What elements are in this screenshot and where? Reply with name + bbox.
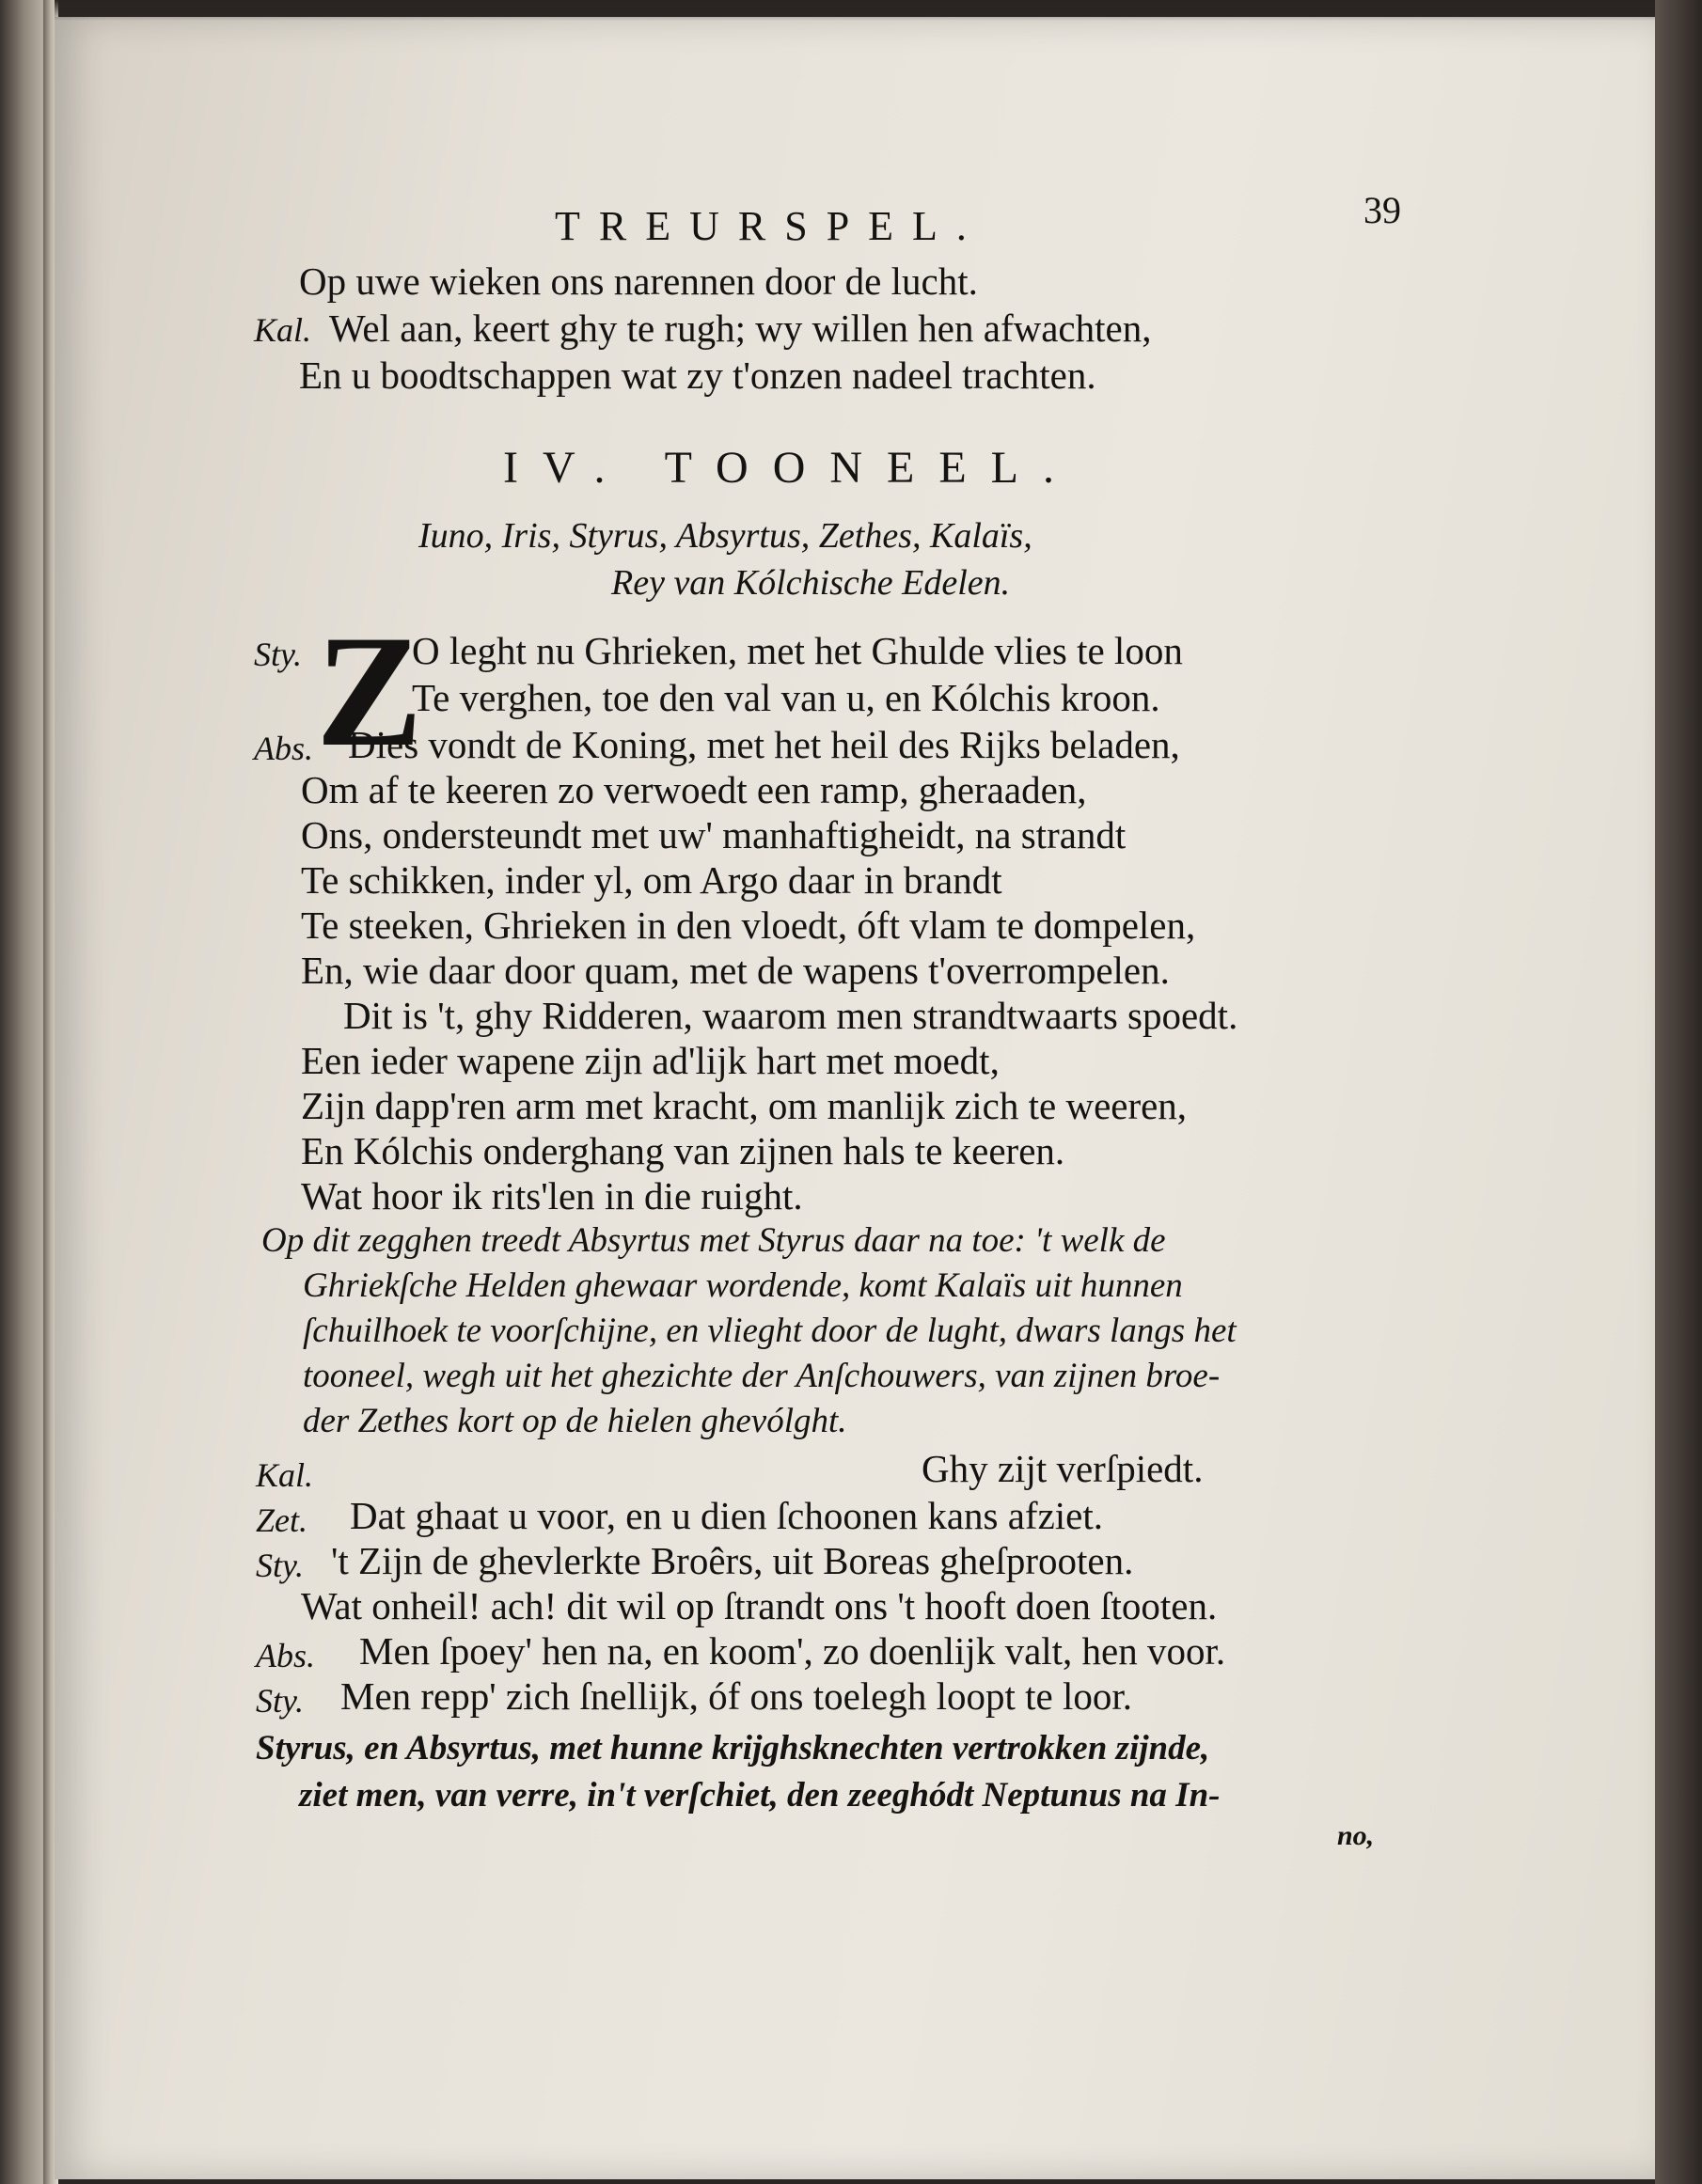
speaker-label: Kal. [256,1456,314,1494]
verse-line: Ghy zijt verſpiedt. [922,1447,1204,1490]
cast-list-line-2: Rey van Kólchische Edelen. [611,563,1011,603]
verse-line: En Kólchis onderghang van zijnen hals te keeren. [301,1129,1065,1172]
verse-line: Te verghen, toe den val van u, en Kólchis kroon. [412,676,1160,719]
scene-title: IV. TOONEEL. [503,443,1079,493]
verse-line: Men ſpoey' hen na, en koom', zo doenlijk valt, hen voor. [359,1629,1226,1673]
verse-line: Men repp' zich ſnellijk, óf ons toelegh loopt te loor. [340,1674,1133,1718]
verse-line: En u boodtschappen wat zy t'onzen nadeel trachten. [299,354,1096,397]
running-head: TREURSPEL. [555,203,985,249]
top-shadow [55,0,1655,21]
verse-line: Dit is 't, ghy Ridderen, waarom men strandtwaarts spoedt. [343,994,1238,1037]
speaker-label: Sty. [256,1547,304,1584]
verse-line: Wat hoor ik rits'len in die ruight. [301,1174,803,1218]
stage-direction-line: der Zethes kort op de hielen ghevólght. [303,1402,847,1440]
verse-line: Wel aan, keert ghy te rugh; wy willen hen afwachten, [329,306,1152,350]
verse-line: Ons, ondersteundt met uw' manhaftigheidt, na strandt [301,813,1127,856]
verse-line: 't Zijn de ghevlerkte Broêrs, uit Boreas gheſprooten. [331,1539,1134,1582]
speaker-label: Abs. [254,730,313,767]
verse-line: Te schikken, inder yl, om Argo daar in brandt [301,858,1002,902]
stage-direction-line: ſchuilhoek te voorſchijne, en vlieght door de lught, dwars langs het [303,1312,1237,1350]
stage-direction-line: Ghriekſche Helden ghewaar wordende, komt Kalaïs uit hunnen [303,1266,1183,1305]
verse-line: O leght nu Ghrieken, met het Ghulde vlies te loon [412,629,1183,672]
speaker-label: Sty. [254,636,302,673]
verse-line: Op uwe wieken ons narennen door de lucht. [299,259,978,303]
cast-list-line-1: Iuno, Iris, Styrus, Absyrtus, Zethes, Kalaïs, [418,516,1032,556]
speaker-label: Sty. [256,1682,304,1720]
stage-direction-line: ziet men, van verre, in't verſchiet, den zeeghódt Neptunus na In- [299,1776,1221,1815]
verse-line: Om af te keeren zo verwoedt een ramp, gheraaden, [301,768,1087,811]
stage-direction-line: tooneel, wegh uit het ghezichte der Anſchouwers, van zijnen broe- [303,1357,1221,1395]
verse-line: Een ieder wapene zijn ad'lijk hart met moedt, [301,1039,1000,1082]
drop-cap: Z [316,603,423,779]
page-number: 39 [1363,189,1401,231]
verse-line: En, wie daar door quam, met de wapens t'overrompelen. [301,949,1170,992]
speaker-label: Zet. [256,1501,308,1539]
right-page-edge [1655,0,1702,2184]
stage-direction-line: Op dit zegghen treedt Absyrtus met Styrus daar na toe: 't welk de [261,1221,1166,1260]
verse-line: Dies vondt de Koning, met het heil des Rijks beladen, [348,723,1180,766]
verse-line: Zijn dapp'ren arm met kracht, om manlijk zich te weeren, [301,1084,1188,1127]
verse-line: Dat ghaat u voor, en u dien ſchoonen kans afziet. [350,1494,1104,1537]
stage-direction-line: Styrus, en Absyrtus, met hunne krijghsknechten vertrokken zijnde, [256,1729,1210,1768]
catchword: no, [1337,1820,1375,1851]
verse-line: Wat onheil! ach! dit wil op ſtrandt ons 't hooft doen ſtooten. [301,1584,1218,1627]
verse-line: Te steeken, Ghrieken in den vloedt, óft vlam te dompelen, [301,903,1196,947]
speaker-label: Kal. [254,311,312,349]
speaker-label: Abs. [256,1637,315,1674]
